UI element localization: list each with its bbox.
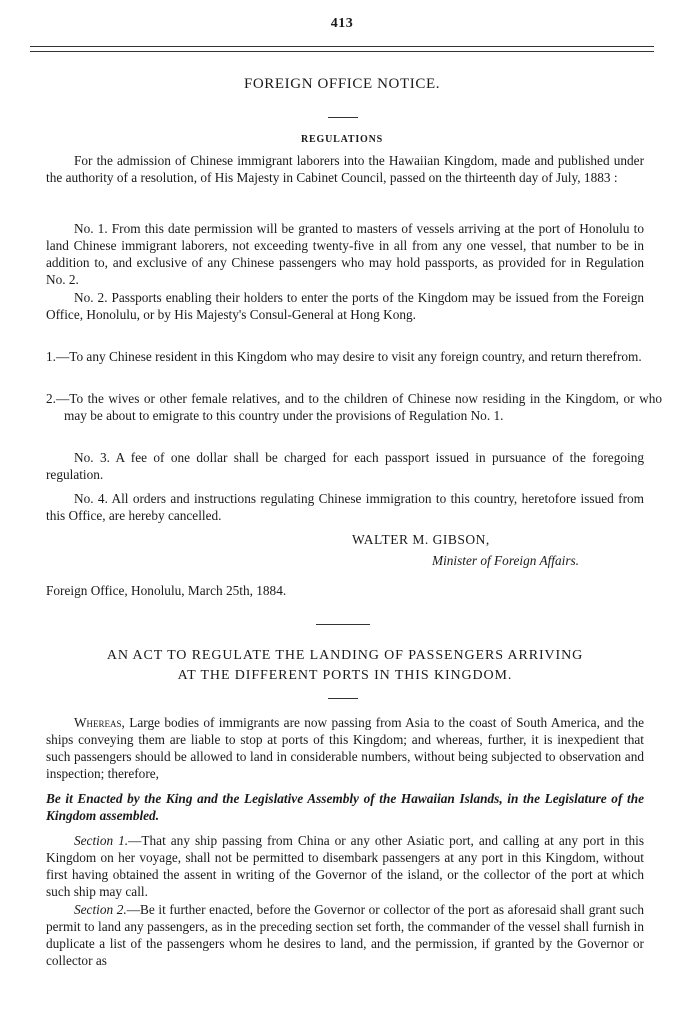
passport-item-1: 1.—To any Chinese resident in this Kingdom who may desire to visit any foreign country, and return therefrom.	[46, 349, 642, 364]
act-title-line-2: AT THE DIFFERENT PORTS IN THIS KINGDOM.	[177, 668, 513, 683]
whereas-text: Large bodies of immigrants are now passing from Asia to the coast of South America, and the ships conveying them are liable to stop at ports of this Kingdom; and whereas, further, it is inexpedient that such passengers should be allowed to land in considerable numbers, without being subjected to observation and inspection; therefore,	[46, 715, 644, 781]
section-2-label: Section 2.	[74, 902, 127, 917]
section-2	[46, 901, 644, 969]
act-title-divider	[328, 698, 358, 699]
notice-title: FOREIGN OFFICE NOTICE.	[243, 76, 441, 92]
whereas-word: Whereas,	[74, 715, 125, 730]
page-number: 413	[330, 16, 354, 31]
regulation-1: No. 1. From this date permission will be granted to masters of vessels arriving at the port of Honolulu to land Chinese immigrant laborers, not exceeding twenty-five in all from any one vessel, that number to be in addition to, and exclusive of any Chinese passengers who may hold passports, as provided for in Regulation No. 2.	[46, 221, 644, 287]
act-title	[46, 646, 644, 686]
signatory-title: Minister of Foreign Affairs.	[432, 553, 580, 568]
section-1-label: Section 1.	[74, 833, 129, 848]
title-divider	[328, 117, 358, 118]
notice-preamble: For the admission of Chinese immigrant laborers into the Hawaiian Kingdom, made and published under the authority of a resolution, of His Majesty in Cabinet Council, passed on the thirteenth day of July, 1883 :	[46, 153, 644, 185]
section-1-text: —That any ship passing from China or any other Asiatic port, and calling at any port in this Kingdom on her voyage, shall not be permitted to disembark passengers at any port in this Kingdom, without first having obtained the assent in writing of the Governor of the island, or the collector of the port at which such ship may call.	[46, 833, 644, 899]
regulations-heading: REGULATIONS	[301, 134, 383, 145]
act-title-line-1: AN ACT TO REGULATE THE LANDING OF PASSENGERS ARRIVING	[106, 648, 584, 663]
passport-item-2: 2.—To the wives or other female relatives, and to the children of Chinese now residing in the Kingdom, or who may be about to emigrate to this country under the provisions of Regulation No. 1.	[46, 391, 662, 423]
whereas-clause	[46, 714, 644, 782]
regulation-3: No. 3. A fee of one dollar shall be charged for each passport issued in pursuance of the foregoing regulation.	[46, 450, 644, 482]
section-2-text: —Be it further enacted, before the Governor or collector of the port as aforesaid shall grant such permit to land any passengers, as in the preceding section set forth, the commander of the vessel shall furnish in duplicate a list of the passengers whom he desires to land, and the permission, if granted by the Governor or collector as	[46, 902, 644, 968]
dateline: Foreign Office, Honolulu, March 25th, 1884.	[46, 583, 287, 598]
enacting-clause: Be it Enacted by the King and the Legislative Assembly of the Hawaiian Islands, in the Legislature of the Kingdom assembled.	[46, 791, 644, 823]
regulation-4: No. 4. All orders and instructions regulating Chinese immigration to this country, heretofore issued from this Office, are hereby cancelled.	[46, 491, 644, 523]
regulation-2: No. 2. Passports enabling their holders to enter the ports of the Kingdom may be issued from the Foreign Office, Honolulu, or by His Majesty's Consul-General at Hong Kong.	[46, 290, 644, 322]
section-1	[46, 832, 644, 900]
header-double-rule	[30, 46, 654, 52]
signatory-name: WALTER M. GIBSON,	[352, 532, 490, 547]
section-divider	[316, 624, 370, 625]
